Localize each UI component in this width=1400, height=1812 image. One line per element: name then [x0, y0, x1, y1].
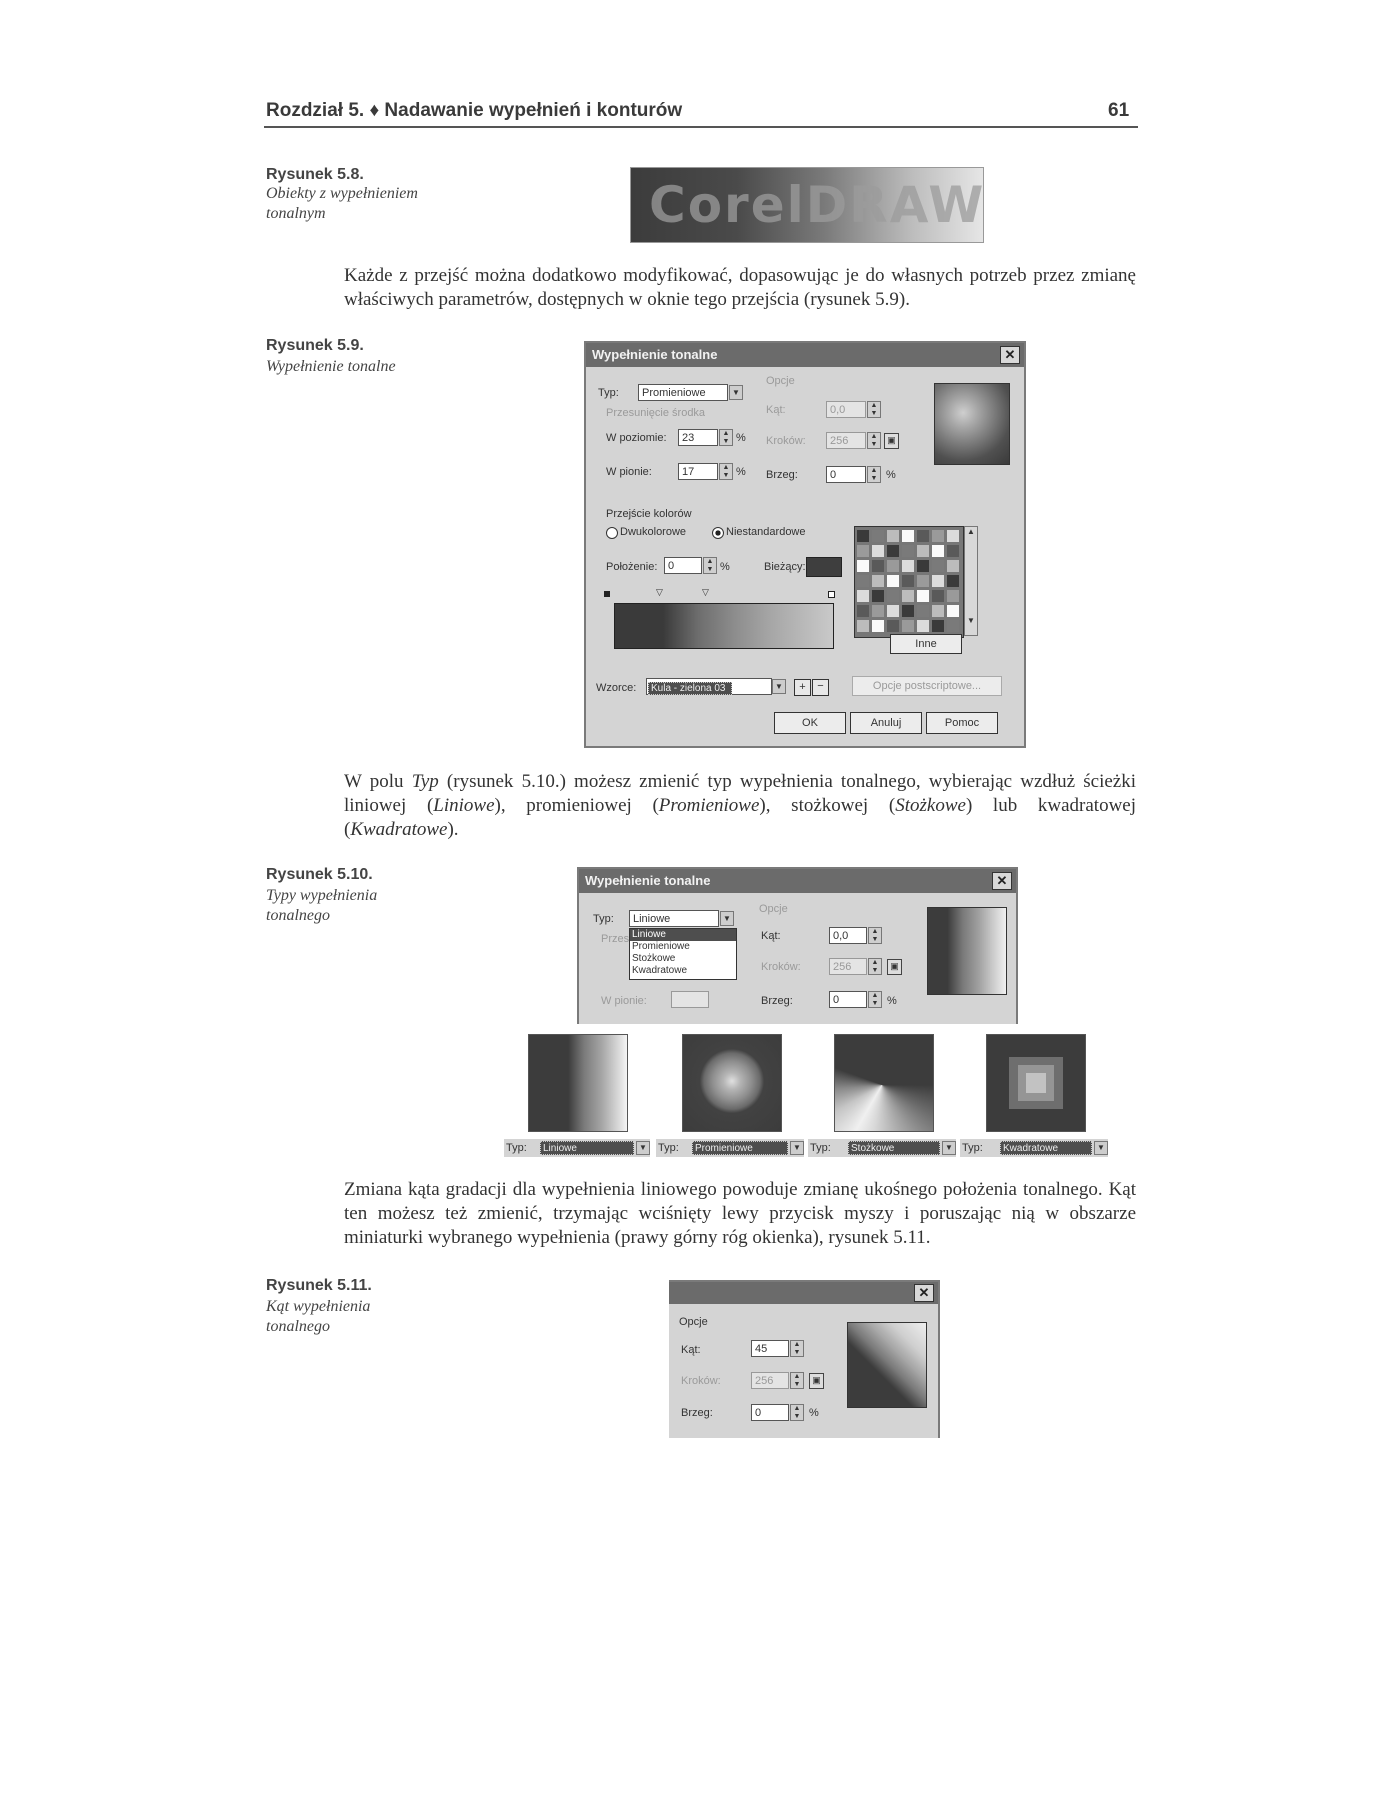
inne-button[interactable]: Inne [890, 634, 962, 654]
lock-icon[interactable]: ▣ [887, 959, 902, 975]
brzeg-input[interactable]: 0 [829, 991, 867, 1008]
typ-bar-label: Typ: [962, 1142, 983, 1154]
pionie-input[interactable] [671, 991, 709, 1008]
pionie-label: W pionie: [606, 466, 652, 478]
para2-stozkowe: Stożkowe [895, 795, 966, 816]
palette-swatch[interactable] [886, 559, 900, 573]
coreldraw-image-text: CorelDRAW [649, 176, 986, 234]
palette-scrollbar[interactable]: ▲ ▼ [964, 526, 978, 636]
palette-swatch[interactable] [901, 574, 915, 588]
palette-swatch[interactable] [916, 544, 930, 558]
palette-swatch[interactable] [871, 589, 885, 603]
typ-select[interactable]: Liniowe [629, 910, 719, 927]
angle-dialog [669, 1280, 940, 1438]
palette-swatch[interactable] [931, 589, 945, 603]
dwukolorowe-radio[interactable] [606, 527, 618, 539]
brzeg-spinner[interactable]: ▲ ▼ [790, 1404, 804, 1421]
palette-swatch[interactable] [886, 619, 900, 633]
sample-conical-fill [834, 1034, 934, 1132]
typ-bar-liniowe [504, 1139, 650, 1157]
typ-bar-chevron-icon[interactable]: ▼ [942, 1141, 956, 1155]
palette-swatch[interactable] [901, 544, 915, 558]
poziomie-label: W poziomie: [606, 432, 667, 444]
gradient-bar[interactable] [614, 603, 834, 649]
palette-swatch[interactable] [901, 559, 915, 573]
typ-bar-chevron-icon[interactable]: ▼ [790, 1141, 804, 1155]
palette-swatch[interactable] [856, 544, 870, 558]
anuluj-button[interactable]: Anuluj [850, 712, 922, 734]
niestandardowe-radio[interactable] [712, 527, 724, 539]
typ-option-promieniowe[interactable]: Promieniowe [632, 941, 690, 952]
palette-swatch[interactable] [856, 619, 870, 633]
palette-swatch[interactable] [916, 604, 930, 618]
kroki-label: Kroków: [766, 435, 806, 447]
figure-5-11-number: Rysunek 5.11. [266, 1277, 372, 1294]
palette-swatch[interactable] [856, 529, 870, 543]
kat-spinner[interactable]: ▲ ▼ [867, 401, 881, 418]
palette-swatch[interactable] [886, 529, 900, 543]
paragraph-2 [344, 770, 1136, 842]
close-button[interactable]: ✕ [992, 872, 1012, 890]
sample-radial-fill [682, 1034, 782, 1132]
kroki-spinner[interactable]: ▲ ▼ [867, 432, 881, 449]
palette-swatch[interactable] [946, 559, 960, 573]
brzeg-input[interactable]: 0 [826, 466, 866, 483]
typ-bar-value[interactable]: Kwadratowe [1000, 1141, 1092, 1155]
kat-input[interactable]: 45 [751, 1340, 789, 1357]
fill-type-dialog [577, 867, 1018, 1024]
para2-promieniowe: Promieniowe [658, 795, 760, 816]
palette-swatch[interactable] [946, 544, 960, 558]
palette-swatch[interactable] [946, 619, 960, 633]
start-marker[interactable] [604, 591, 610, 597]
fountain-fill-dialog [584, 341, 1026, 748]
kroki-input[interactable]: 256 [751, 1372, 789, 1389]
para2-text-6: ). [447, 819, 459, 840]
kat-label: Kąt: [681, 1344, 701, 1356]
niestandardowe-label: Niestandardowe [726, 526, 806, 538]
remove-preset-minus-icon[interactable]: − [812, 679, 829, 696]
typ-bar-value[interactable]: Promieniowe [692, 1141, 788, 1155]
kroki-spinner[interactable]: ▲ ▼ [790, 1372, 804, 1389]
typ-bar-promieniowe [656, 1139, 804, 1157]
pionie-input[interactable]: 17 [678, 463, 718, 480]
palette-swatch[interactable] [886, 574, 900, 588]
coreldraw-gradient-image [630, 167, 984, 243]
kat-label: Kąt: [761, 930, 781, 942]
typ-bar-value[interactable]: Liniowe [540, 1141, 634, 1155]
palette-swatch[interactable] [946, 529, 960, 543]
para2-text-3: ), promieniowej ( [494, 795, 659, 816]
lock-icon[interactable]: ▣ [884, 433, 899, 449]
para2-kwadratowe: Kwadratowe [350, 819, 448, 840]
paragraph-1: Każde z przejść można dodatkowo modyfikować, dopasowując je do własnych potrzeb przez zmianę właściwych parametrów, dostępnych w oknie tego przejścia (rysunek 5.9). [344, 265, 1136, 310]
palette-swatch[interactable] [901, 619, 915, 633]
typ-dropdown-list[interactable] [629, 928, 737, 980]
fill-preview[interactable] [927, 907, 1007, 995]
palette-swatch[interactable] [856, 604, 870, 618]
kroki-spinner[interactable]: ▲ ▼ [868, 958, 882, 975]
wzorce-dropdown-chevron-icon[interactable]: ▼ [772, 679, 786, 694]
sample-linear-fill [528, 1034, 628, 1132]
brzeg-percent: % [887, 995, 897, 1007]
palette-swatch[interactable] [871, 544, 885, 558]
typ-option-liniowe[interactable]: Liniowe [630, 929, 736, 941]
przejscie-label: Przejście kolorów [606, 508, 692, 520]
end-marker[interactable] [828, 591, 835, 598]
brzeg-percent: % [886, 469, 896, 481]
sample-square-fill [986, 1034, 1086, 1132]
dialog-title-bar [669, 1282, 938, 1304]
typ-bar-label: Typ: [506, 1142, 527, 1154]
przesuniecie-label: Przesunięcie środka [606, 407, 706, 419]
palette-swatch[interactable] [901, 529, 915, 543]
kat-label: Kąt: [766, 404, 786, 416]
page-number: 61 [1108, 100, 1130, 121]
kroki-label: Kroków: [681, 1375, 721, 1387]
para2-typ: Typ [411, 771, 439, 792]
close-button[interactable]: ✕ [1000, 346, 1020, 364]
figure-5-10-number: Rysunek 5.10. [266, 866, 373, 883]
brzeg-label: Brzeg: [766, 469, 798, 481]
polozenie-label: Położenie: [606, 561, 658, 573]
palette-swatch[interactable] [856, 559, 870, 573]
dwukolorowe-label: Dwukolorowe [620, 526, 687, 538]
typ-bar-chevron-icon[interactable]: ▼ [1094, 1141, 1108, 1155]
palette-swatch[interactable] [916, 559, 930, 573]
typ-bar-kwadratowe [960, 1139, 1108, 1157]
palette-swatch[interactable] [931, 619, 945, 633]
polozenie-input[interactable]: 0 [664, 557, 702, 574]
figure-5-10-caption: Typy wypełnienia tonalnego [266, 887, 378, 924]
palette-swatch[interactable] [916, 574, 930, 588]
typ-bar-stozkowe [808, 1139, 956, 1157]
palette-swatch[interactable] [931, 604, 945, 618]
palette-swatch[interactable] [871, 619, 885, 633]
palette-swatch[interactable] [871, 529, 885, 543]
brzeg-spinner[interactable]: ▲ ▼ [868, 991, 882, 1008]
opcje-label: Opcje [679, 1316, 708, 1328]
palette-swatch[interactable] [871, 604, 885, 618]
color-palette[interactable] [854, 526, 964, 638]
dialog-title: Wypełnienie tonalne [592, 347, 718, 362]
palette-swatch[interactable] [886, 589, 900, 603]
typ-label: Typ: [598, 387, 619, 399]
biezacy-label: Bieżący: [764, 561, 806, 573]
palette-swatch[interactable] [916, 589, 930, 603]
figure-5-8-caption: Obiekty z wypełnieniem tonalnym [266, 185, 418, 222]
kat-input[interactable]: 0,0 [826, 401, 866, 418]
fill-preview[interactable] [847, 1322, 927, 1408]
color-marker-1-icon[interactable]: ▽ [656, 587, 663, 597]
typ-dropdown-chevron-icon[interactable]: ▼ [720, 911, 734, 926]
pionie-label: W pionie: [601, 995, 647, 1007]
pomoc-button[interactable]: Pomoc [926, 712, 998, 734]
postscript-options-button[interactable]: Opcje postscriptowe... [852, 676, 1002, 696]
kat-input[interactable]: 0,0 [829, 927, 867, 944]
figure-5-9-caption: Wypełnienie tonalne [266, 358, 396, 375]
palette-swatch[interactable] [916, 619, 930, 633]
palette-swatch[interactable] [901, 604, 915, 618]
brzeg-spinner[interactable]: ▲ ▼ [867, 466, 881, 483]
przes-label: Przes [601, 933, 630, 945]
palette-swatch[interactable] [856, 589, 870, 603]
para2-text-4: ), stożkowej ( [759, 795, 896, 816]
para2-text-5: ) lub kwadratowej ( [344, 795, 1137, 840]
typ-dropdown-chevron-icon[interactable]: ▼ [729, 385, 743, 400]
opcje-label: Opcje [766, 375, 795, 387]
palette-swatch[interactable] [946, 589, 960, 603]
dialog-title-bar [579, 869, 1016, 893]
palette-swatch[interactable] [931, 574, 945, 588]
color-marker-2-icon[interactable]: ▽ [702, 587, 709, 597]
palette-swatch[interactable] [871, 574, 885, 588]
typ-label: Typ: [593, 913, 614, 925]
para2-text-2: (rysunek 5.10.) możesz zmienić typ wypełnienia tonalnego, wybierając wzdłuż ścieżki liniowej ( [344, 771, 1136, 816]
brzeg-label: Brzeg: [761, 995, 793, 1007]
lock-icon[interactable]: ▣ [809, 1373, 824, 1389]
figure-5-9-number: Rysunek 5.9. [266, 337, 364, 354]
figure-5-8-number: Rysunek 5.8. [266, 166, 364, 183]
typ-option-kwadratowe[interactable]: Kwadratowe [632, 965, 688, 976]
pionie-percent: % [736, 466, 746, 478]
running-header: Rozdział 5. ♦ Nadawanie wypełnień i konturów [266, 100, 683, 121]
dialog-title-bar [586, 343, 1024, 367]
ok-button[interactable]: OK [774, 712, 846, 734]
pionie-spinner[interactable]: ▲ ▼ [719, 463, 733, 480]
current-color-swatch[interactable] [806, 557, 842, 577]
typ-select[interactable]: Promieniowe [638, 384, 728, 401]
header-rule [264, 126, 1138, 128]
brzeg-percent: % [809, 1407, 819, 1419]
wzorce-label: Wzorce: [596, 682, 637, 694]
para2-text-1: W polu [344, 771, 412, 792]
typ-bar-value[interactable]: Stożkowe [848, 1141, 940, 1155]
palette-swatch[interactable] [946, 604, 960, 618]
add-preset-plus-icon[interactable]: + [794, 679, 811, 696]
palette-swatch[interactable] [931, 529, 945, 543]
opcje-label: Opcje [759, 903, 788, 915]
kroki-label: Kroków: [761, 961, 801, 973]
poziomie-spinner[interactable]: ▲ ▼ [719, 429, 733, 446]
fill-preview[interactable] [934, 383, 1010, 465]
kroki-input[interactable]: 256 [829, 958, 867, 975]
figure-5-11-caption: Kąt wypełnienia tonalnego [266, 1298, 371, 1335]
dialog-title: Wypełnienie tonalne [585, 873, 711, 888]
wzorce-selected-value: Kula - zielona 03 [648, 682, 732, 695]
para2-liniowe: Liniowe [433, 795, 495, 816]
typ-bar-label: Typ: [810, 1142, 831, 1154]
brzeg-input[interactable]: 0 [751, 1404, 789, 1421]
typ-bar-chevron-icon[interactable]: ▼ [636, 1141, 650, 1155]
close-button[interactable]: ✕ [914, 1284, 934, 1302]
polozenie-percent: % [720, 561, 730, 573]
palette-swatch[interactable] [856, 574, 870, 588]
poziomie-input[interactable]: 23 [678, 429, 718, 446]
palette-swatch[interactable] [931, 544, 945, 558]
typ-bar-label: Typ: [658, 1142, 679, 1154]
palette-swatch[interactable] [916, 529, 930, 543]
typ-option-stozkowe[interactable]: Stożkowe [632, 953, 676, 964]
paragraph-3: Zmiana kąta gradacji dla wypełnienia liniowego powoduje zmianę ukośnego położenia tonalnego. Kąt ten możesz też zmienić, trzymając wciśnięty lewy przycisk myszy i poruszając nią w obszarze miniaturki wybranego wypełnienia (prawy górny róg okienka), rysunek 5.11. [344, 1179, 1136, 1248]
palette-swatch[interactable] [886, 604, 900, 618]
polozenie-spinner[interactable]: ▲ ▼ [703, 557, 717, 574]
palette-swatch[interactable] [871, 559, 885, 573]
kroki-input[interactable]: 256 [826, 432, 866, 449]
palette-swatch[interactable] [886, 544, 900, 558]
wzorce-select[interactable] [646, 678, 772, 695]
palette-swatch[interactable] [901, 589, 915, 603]
palette-swatch[interactable] [931, 559, 945, 573]
square-fill-ring-3 [1026, 1073, 1046, 1093]
kat-spinner[interactable]: ▲ ▼ [868, 927, 882, 944]
kat-spinner[interactable]: ▲ ▼ [790, 1340, 804, 1357]
palette-swatch[interactable] [946, 574, 960, 588]
brzeg-label: Brzeg: [681, 1407, 713, 1419]
poziomie-percent: % [736, 432, 746, 444]
